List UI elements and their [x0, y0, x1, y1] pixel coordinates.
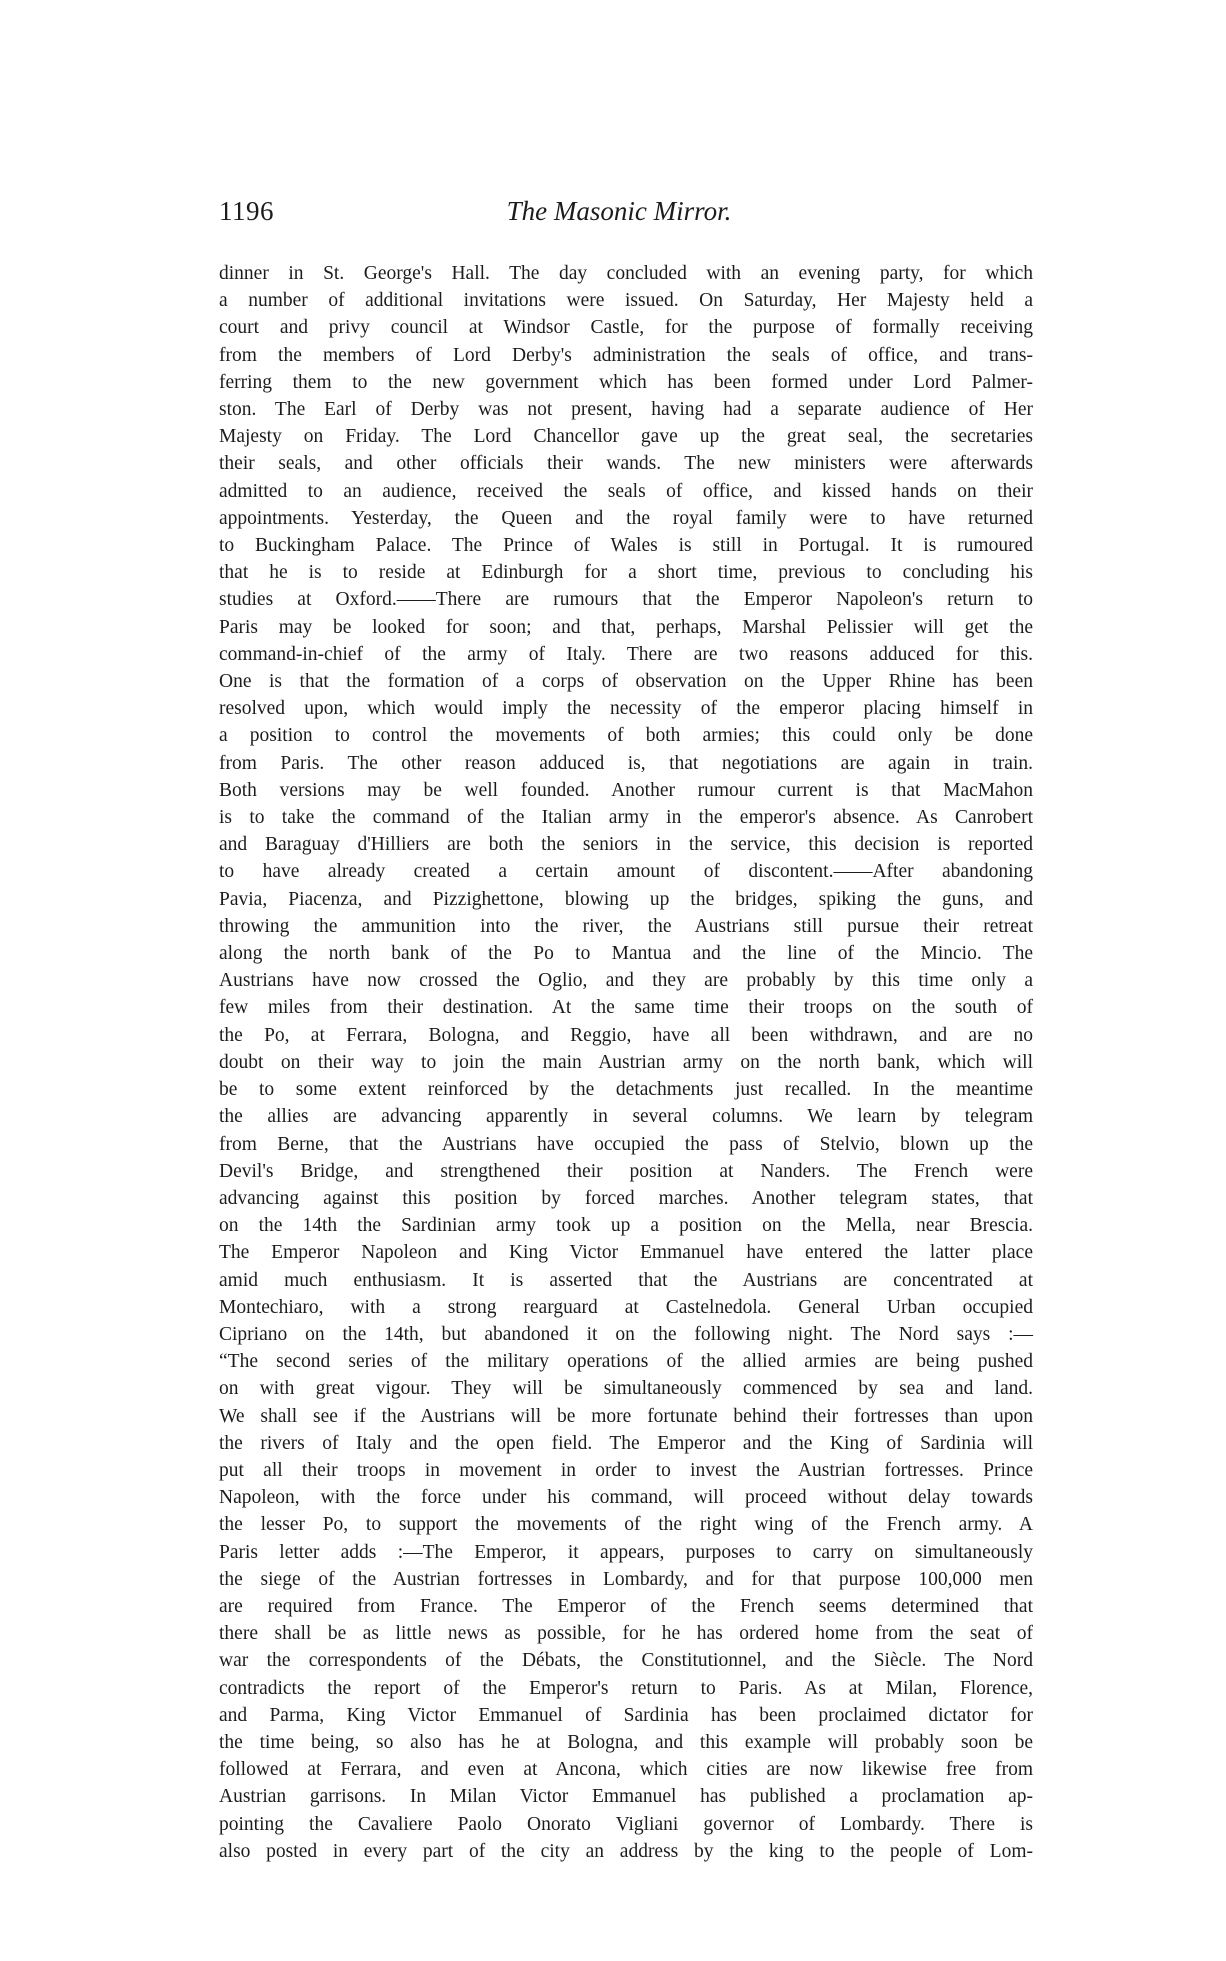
- text-line: The Emperor Napoleon and King Victor Emmanuel have entered the latter place: [219, 1242, 1033, 1264]
- text-line: is to take the command of the Italian army in the emperor's absence. As Canrobert: [219, 807, 1033, 829]
- text-line: a position to control the movements of both armies; this could only be done: [219, 725, 1033, 747]
- text-line: contradicts the report of the Emperor's return to Paris. As at Milan, Florence,: [219, 1677, 1033, 1699]
- text-line: pointing the Cavaliere Paolo Onorato Vigliani governor of Lombardy. There is: [219, 1813, 1033, 1835]
- text-line: on the 14th the Sardinian army took up a position on the Mella, near Brescia.: [219, 1215, 1033, 1237]
- text-line: Cipriano on the 14th, but abandoned it on the following night. The Nord says :—: [219, 1323, 1033, 1345]
- text-line: also posted in every part of the city an address by the king to the people of Lom-: [219, 1840, 1033, 1862]
- text-line: to Buckingham Palace. The Prince of Wales is still in Portugal. It is rumoured: [219, 535, 1033, 557]
- text-line: court and privy council at Windsor Castle, for the purpose of formally receiving: [219, 317, 1033, 339]
- text-line: We shall see if the Austrians will be more fortunate behind their fortresses than upon: [219, 1405, 1033, 1427]
- text-line: ston. The Earl of Derby was not present, having had a separate audience of Her: [219, 399, 1033, 421]
- text-line: from the members of Lord Derby's administration the seals of office, and trans-: [219, 344, 1033, 366]
- text-line: resolved upon, which would imply the necessity of the emperor placing himself in: [219, 698, 1033, 720]
- text-line: Austrian garrisons. In Milan Victor Emmanuel has published a proclamation ap-: [219, 1786, 1033, 1808]
- text-line: appointments. Yesterday, the Queen and the royal family were to have returned: [219, 507, 1033, 529]
- page-header: [219, 196, 1019, 236]
- text-line: command-in-chief of the army of Italy. There are two reasons adduced for this.: [219, 643, 1033, 665]
- text-line: on with great vigour. They will be simultaneously commenced by sea and land.: [219, 1378, 1033, 1400]
- text-line: ferring them to the new government which has been formed under Lord Palmer-: [219, 371, 1033, 393]
- text-line: along the north bank of the Po to Mantua and the line of the Mincio. The: [219, 943, 1033, 965]
- text-line: from Berne, that the Austrians have occupied the pass of Stelvio, blown up the: [219, 1133, 1033, 1155]
- article-body: [219, 260, 1033, 1865]
- running-title: The Masonic Mirror.: [506, 196, 732, 226]
- text-line: Paris may be looked for soon; and that, perhaps, Marshal Pelissier will get the: [219, 616, 1033, 638]
- text-line: admitted to an audience, received the seals of office, and kissed hands on their: [219, 480, 1033, 502]
- text-line: One is that the formation of a corps of observation on the Upper Rhine has been: [219, 671, 1033, 693]
- text-line: Napoleon, with the force under his command, will proceed without delay towards: [219, 1487, 1033, 1509]
- text-line: the lesser Po, to support the movements of the right wing of the French army. A: [219, 1514, 1033, 1536]
- text-line: Majesty on Friday. The Lord Chancellor gave up the great seal, the secretaries: [219, 426, 1033, 448]
- text-line: doubt on their way to join the main Austrian army on the north bank, which will: [219, 1051, 1033, 1073]
- text-line: there shall be as little news as possible, for he has ordered home from the seat of: [219, 1623, 1033, 1645]
- text-line: Austrians have now crossed the Oglio, and they are probably by this time only a: [219, 970, 1033, 992]
- text-line: the Po, at Ferrara, Bologna, and Reggio, have all been withdrawn, and are no: [219, 1024, 1033, 1046]
- text-line: their seals, and other officials their wands. The new ministers were afterwards: [219, 453, 1033, 475]
- text-line: the siege of the Austrian fortresses in Lombardy, and for that purpose 100,000 men: [219, 1568, 1033, 1590]
- text-line: followed at Ferrara, and even at Ancona, which cities are now likewise free from: [219, 1759, 1033, 1781]
- text-line: Pavia, Piacenza, and Pizzighettone, blowing up the bridges, spiking the guns, and: [219, 888, 1033, 910]
- text-line: Paris letter adds :—The Emperor, it appears, purposes to carry on simultaneously: [219, 1541, 1033, 1563]
- text-line: to have already created a certain amount of discontent.——After abandoning: [219, 861, 1033, 883]
- text-line: throwing the ammunition into the river, the Austrians still pursue their retreat: [219, 915, 1033, 937]
- text-line: and Parma, King Victor Emmanuel of Sardinia has been proclaimed dictator for: [219, 1704, 1033, 1726]
- text-line: Montechiaro, with a strong rearguard at Castelnedola. General Urban occupied: [219, 1296, 1033, 1318]
- text-line: few miles from their destination. At the same time their troops on the south of: [219, 997, 1033, 1019]
- text-line: amid much enthusiasm. It is asserted that the Austrians are concentrated at: [219, 1269, 1033, 1291]
- text-line: the rivers of Italy and the open field. The Emperor and the King of Sardinia will: [219, 1432, 1033, 1454]
- text-line: Both versions may be well founded. Another rumour current is that MacMahon: [219, 779, 1033, 801]
- text-line: Devil's Bridge, and strengthened their position at Nanders. The French were: [219, 1160, 1033, 1182]
- text-line: the allies are advancing apparently in several columns. We learn by telegram: [219, 1106, 1033, 1128]
- text-line: that he is to reside at Edinburgh for a short time, previous to concluding his: [219, 562, 1033, 584]
- text-line: dinner in St. George's Hall. The day concluded with an evening party, for which: [219, 263, 1033, 284]
- text-line: studies at Oxford.——There are rumours that the Emperor Napoleon's return to: [219, 589, 1033, 611]
- text-line: put all their troops in movement in order to invest the Austrian fortresses. Prince: [219, 1459, 1033, 1481]
- text-line: from Paris. The other reason adduced is, that negotiations are again in train.: [219, 752, 1033, 774]
- text-line: war the correspondents of the Débats, the Constitutionnel, and the Siècle. The Nord: [219, 1650, 1033, 1672]
- text-line: and Baraguay d'Hilliers are both the seniors in the service, this decision is reported: [219, 834, 1033, 856]
- text-line: the time being, so also has he at Bologna, and this example will probably soon be: [219, 1731, 1033, 1753]
- text-line: are required from France. The Emperor of the French seems determined that: [219, 1595, 1033, 1617]
- page-number: 1196: [219, 196, 274, 226]
- text-line: be to some extent reinforced by the detachments just recalled. In the meantime: [219, 1079, 1033, 1101]
- text-line: “The second series of the military operations of the allied armies are being pushed: [219, 1351, 1033, 1373]
- text-line: a number of additional invitations were issued. On Saturday, Her Majesty held a: [219, 290, 1033, 312]
- text-line: advancing against this position by forced marches. Another telegram states, that: [219, 1187, 1033, 1209]
